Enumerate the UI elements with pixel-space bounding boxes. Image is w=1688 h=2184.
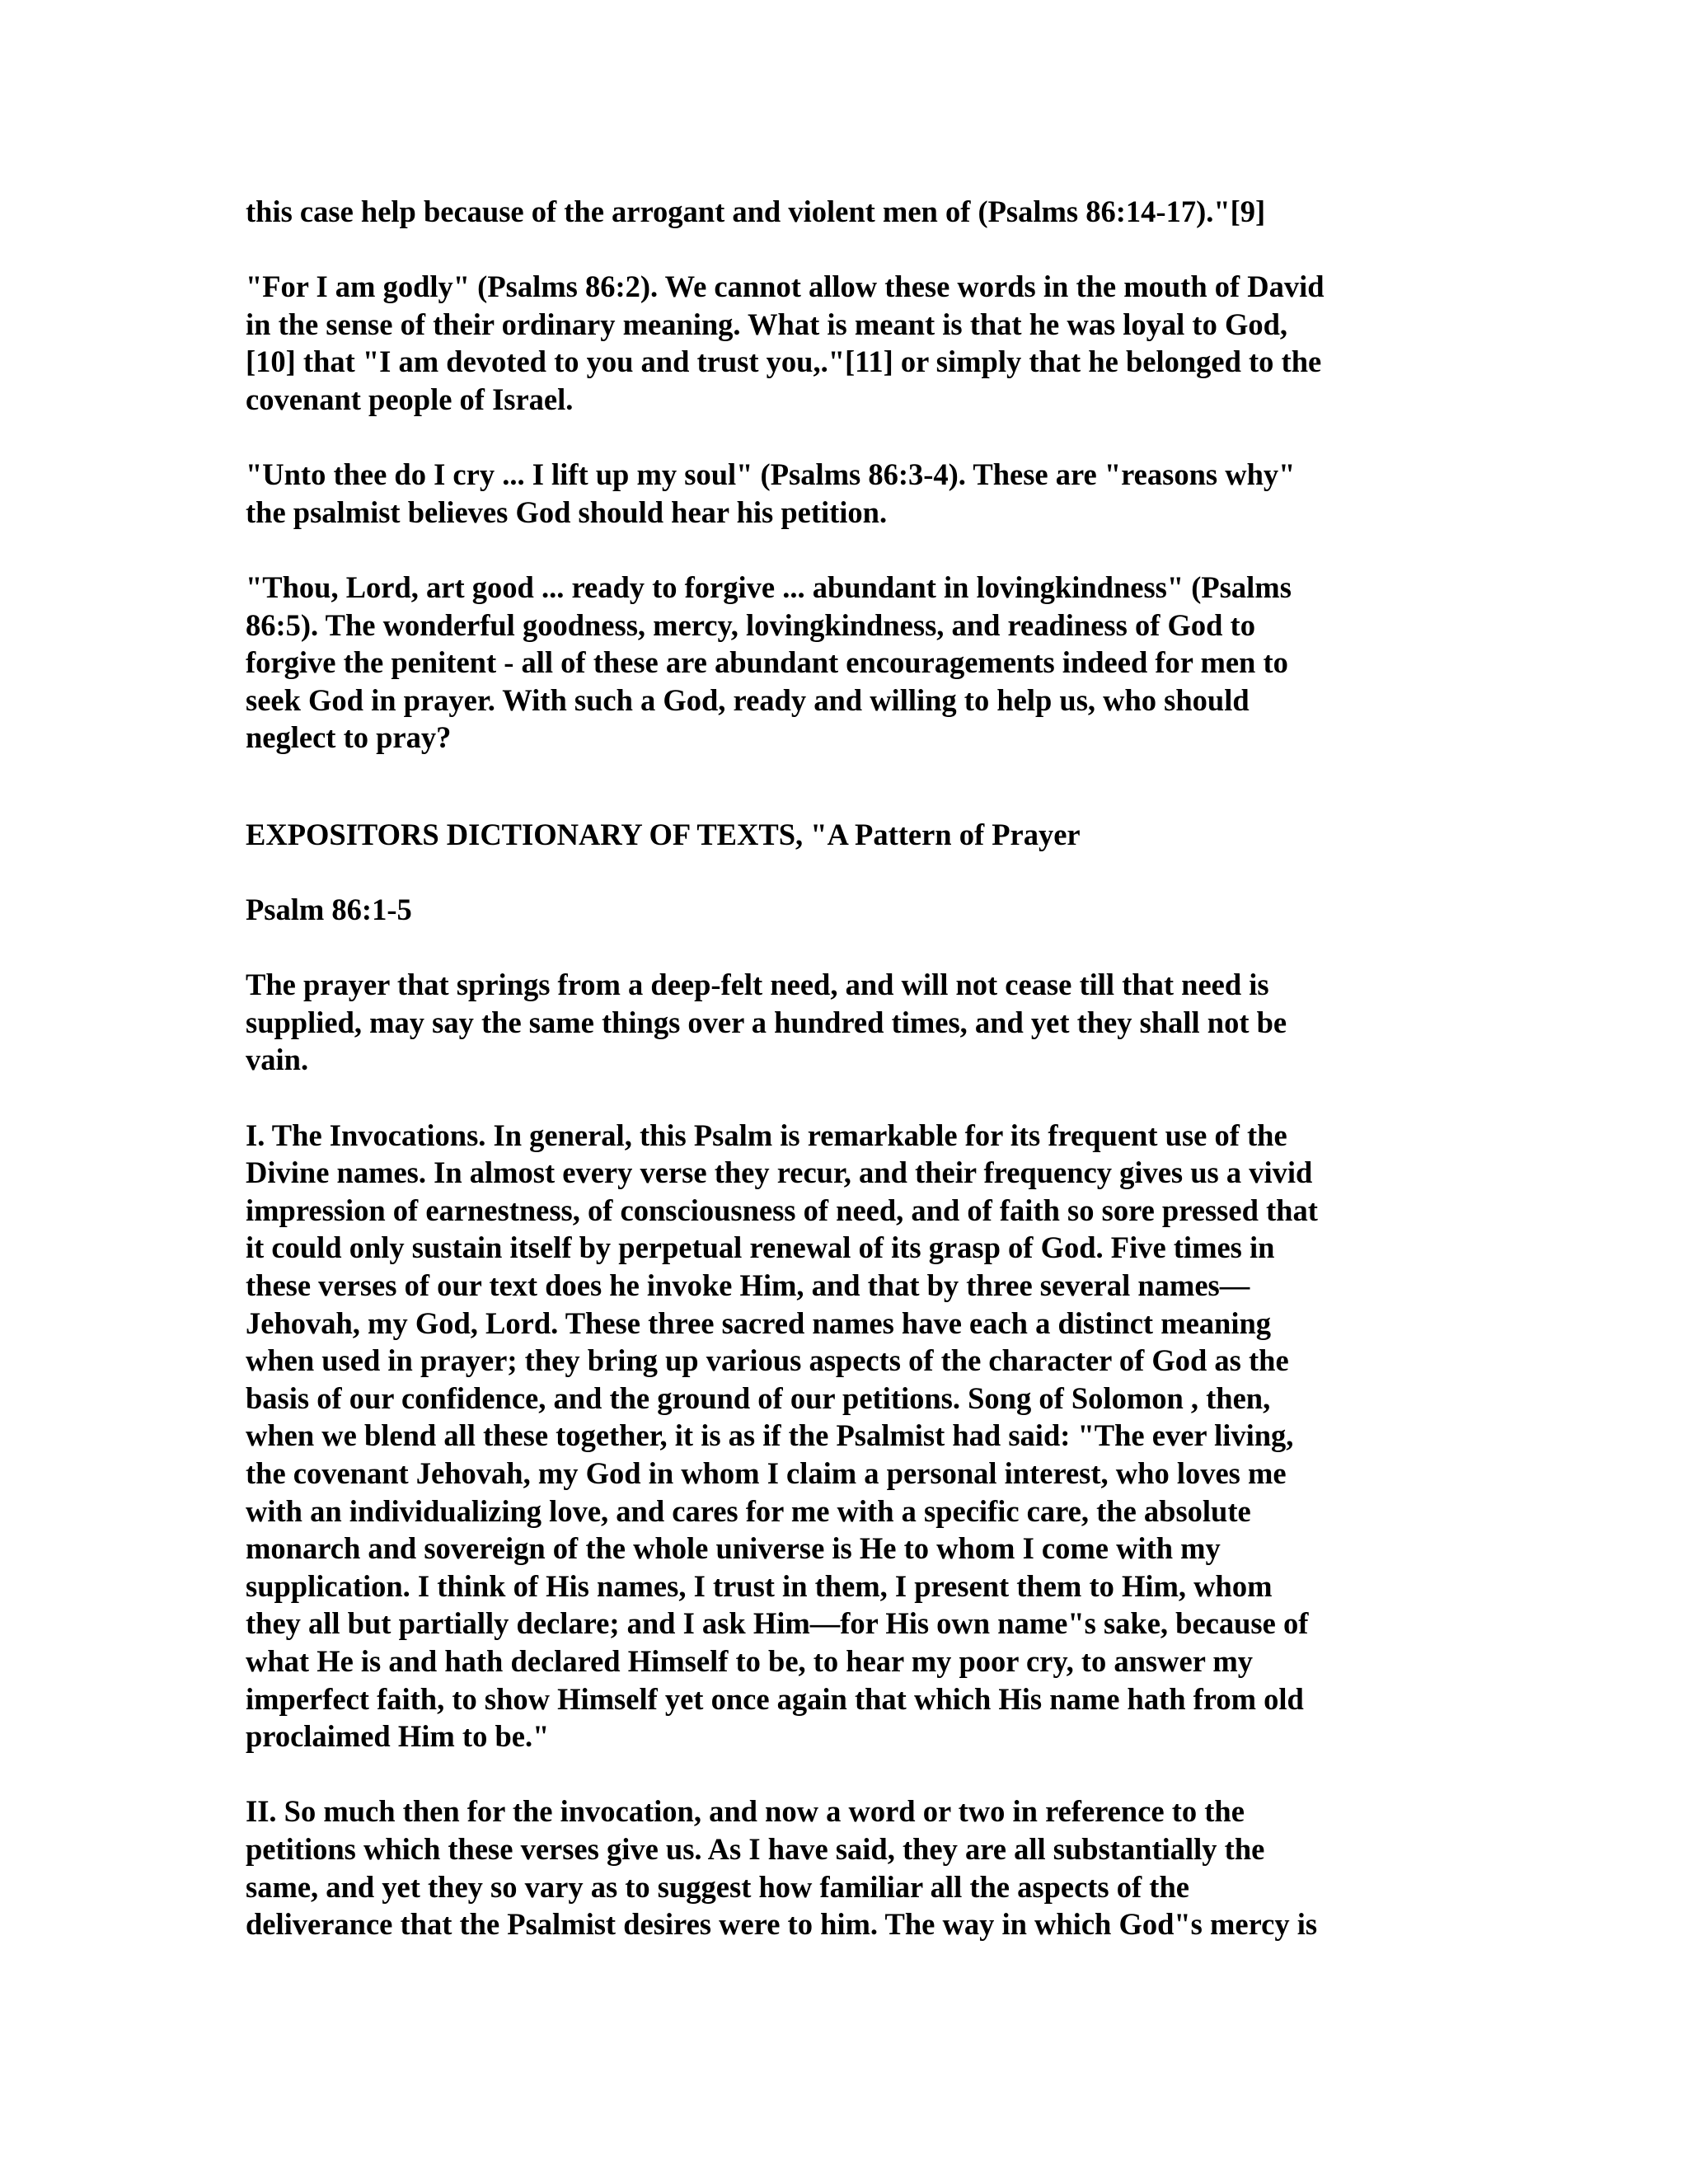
text-line: covenant people of Israel. xyxy=(246,382,574,416)
paragraph-spacer xyxy=(246,757,1449,816)
text-line: basis of our confidence, and the ground of our petitions. Song of Solomon , then, xyxy=(246,1380,1271,1415)
paragraph-spacer xyxy=(246,531,1449,569)
text-line: seek God in prayer. With such a God, ready and willing to help us, who should xyxy=(246,682,1250,717)
text-line: imperfect faith, to show Himself yet once again that which His name hath from old xyxy=(246,1681,1304,1716)
paragraph-9 xyxy=(246,1793,1449,1943)
paragraph-spacer xyxy=(246,231,1449,269)
paragraph-spacer xyxy=(246,1755,1449,1793)
text-line: proclaimed Him to be." xyxy=(246,1719,550,1754)
text-line: they all but partially declare; and I ask Him—for His own name"s sake, because of xyxy=(246,1606,1309,1641)
paragraph-spacer xyxy=(246,929,1449,967)
text-line: supplication. I think of His names, I trust in them, I present them to Him, whom xyxy=(246,1568,1273,1603)
heading-line: EXPOSITORS DICTIONARY OF TEXTS, "A Pattern of Prayer xyxy=(246,817,1081,851)
section-heading xyxy=(246,816,1449,854)
scripture-reference xyxy=(246,891,1449,929)
text-line: forgive the penitent - all of these are abundant encouragements indeed for men to xyxy=(246,645,1288,680)
text-line: Divine names. In almost every verse they recur, and their frequency gives us a vivid xyxy=(246,1155,1313,1190)
text-line: 86:5). The wonderful goodness, mercy, lovingkindness, and readiness of God to xyxy=(246,607,1255,642)
text-line: petitions which these verses give us. As I have said, they are all substantially the xyxy=(246,1831,1265,1866)
paragraph-1 xyxy=(246,193,1449,231)
text-line: impression of earnestness, of consciousness of need, and of faith so sore pressed that xyxy=(246,1193,1318,1227)
text-line: these verses of our text does he invoke Him, and that by three several names— xyxy=(246,1268,1250,1303)
text-line: "For I am godly" (Psalms 86:2). We cannot allow these words in the mouth of David xyxy=(246,269,1325,304)
text-line: same, and yet they so vary as to suggest how familiar all the aspects of the xyxy=(246,1869,1189,1904)
paragraph-4 xyxy=(246,569,1449,757)
document-page xyxy=(246,193,1449,1943)
text-line: vain. xyxy=(246,1043,309,1077)
text-line: neglect to pray? xyxy=(246,720,452,755)
paragraph-spacer xyxy=(246,854,1449,892)
paragraph-3 xyxy=(246,456,1449,531)
text-line: when we blend all these together, it is as if the Psalmist had said: "The ever living, xyxy=(246,1418,1294,1453)
paragraph-spacer xyxy=(246,419,1449,457)
text-line: supplied, may say the same things over a hundred times, and yet they shall not be xyxy=(246,1005,1287,1039)
paragraph-spacer xyxy=(246,1079,1449,1117)
text-line: [10] that "I am devoted to you and trust you,."[11] or simply that he belonged to the xyxy=(246,344,1322,379)
text-line: in the sense of their ordinary meaning. What is meant is that he was loyal to God, xyxy=(246,307,1288,341)
text-line: "Thou, Lord, art good ... ready to forgive ... abundant in lovingkindness" (Psalms xyxy=(246,569,1292,604)
text-line: monarch and sovereign of the whole universe is He to whom I come with my xyxy=(246,1531,1221,1566)
paragraph-2 xyxy=(246,268,1449,418)
paragraph-8 xyxy=(246,1117,1449,1755)
text-line: the psalmist believes God should hear his petition. xyxy=(246,494,888,529)
text-line: it could only sustain itself by perpetual renewal of its grasp of God. Five times in xyxy=(246,1230,1275,1265)
reference-line: Psalm 86:1-5 xyxy=(246,893,412,927)
text-line: The prayer that springs from a deep-felt need, and will not cease till that need is xyxy=(246,968,1269,1002)
text-line: Jehovah, my God, Lord. These three sacred names have each a distinct meaning xyxy=(246,1305,1272,1340)
text-line: the covenant Jehovah, my God in whom I claim a personal interest, who loves me xyxy=(246,1456,1287,1490)
text-line: with an individualizing love, and cares for me with a specific care, the absolute xyxy=(246,1493,1251,1528)
text-line: I. The Invocations. In general, this Psalm is remarkable for its frequent use of the xyxy=(246,1118,1287,1152)
paragraph-7 xyxy=(246,966,1449,1079)
text-line: this case help because of the arrogant and violent men of (Psalms 86:14-17)."[9] xyxy=(246,194,1266,228)
text-line: "Unto thee do I cry ... I lift up my soul" (Psalms 86:3-4). These are "reasons why" xyxy=(246,457,1296,492)
text-line: what He is and hath declared Himself to be, to hear my poor cry, to answer my xyxy=(246,1643,1254,1678)
text-line: when used in prayer; they bring up various aspects of the character of God as the xyxy=(246,1343,1289,1378)
text-line: II. So much then for the invocation, and now a word or two in reference to the xyxy=(246,1794,1245,1829)
text-line: deliverance that the Psalmist desires were to him. The way in which God"s mercy is xyxy=(246,1907,1318,1942)
